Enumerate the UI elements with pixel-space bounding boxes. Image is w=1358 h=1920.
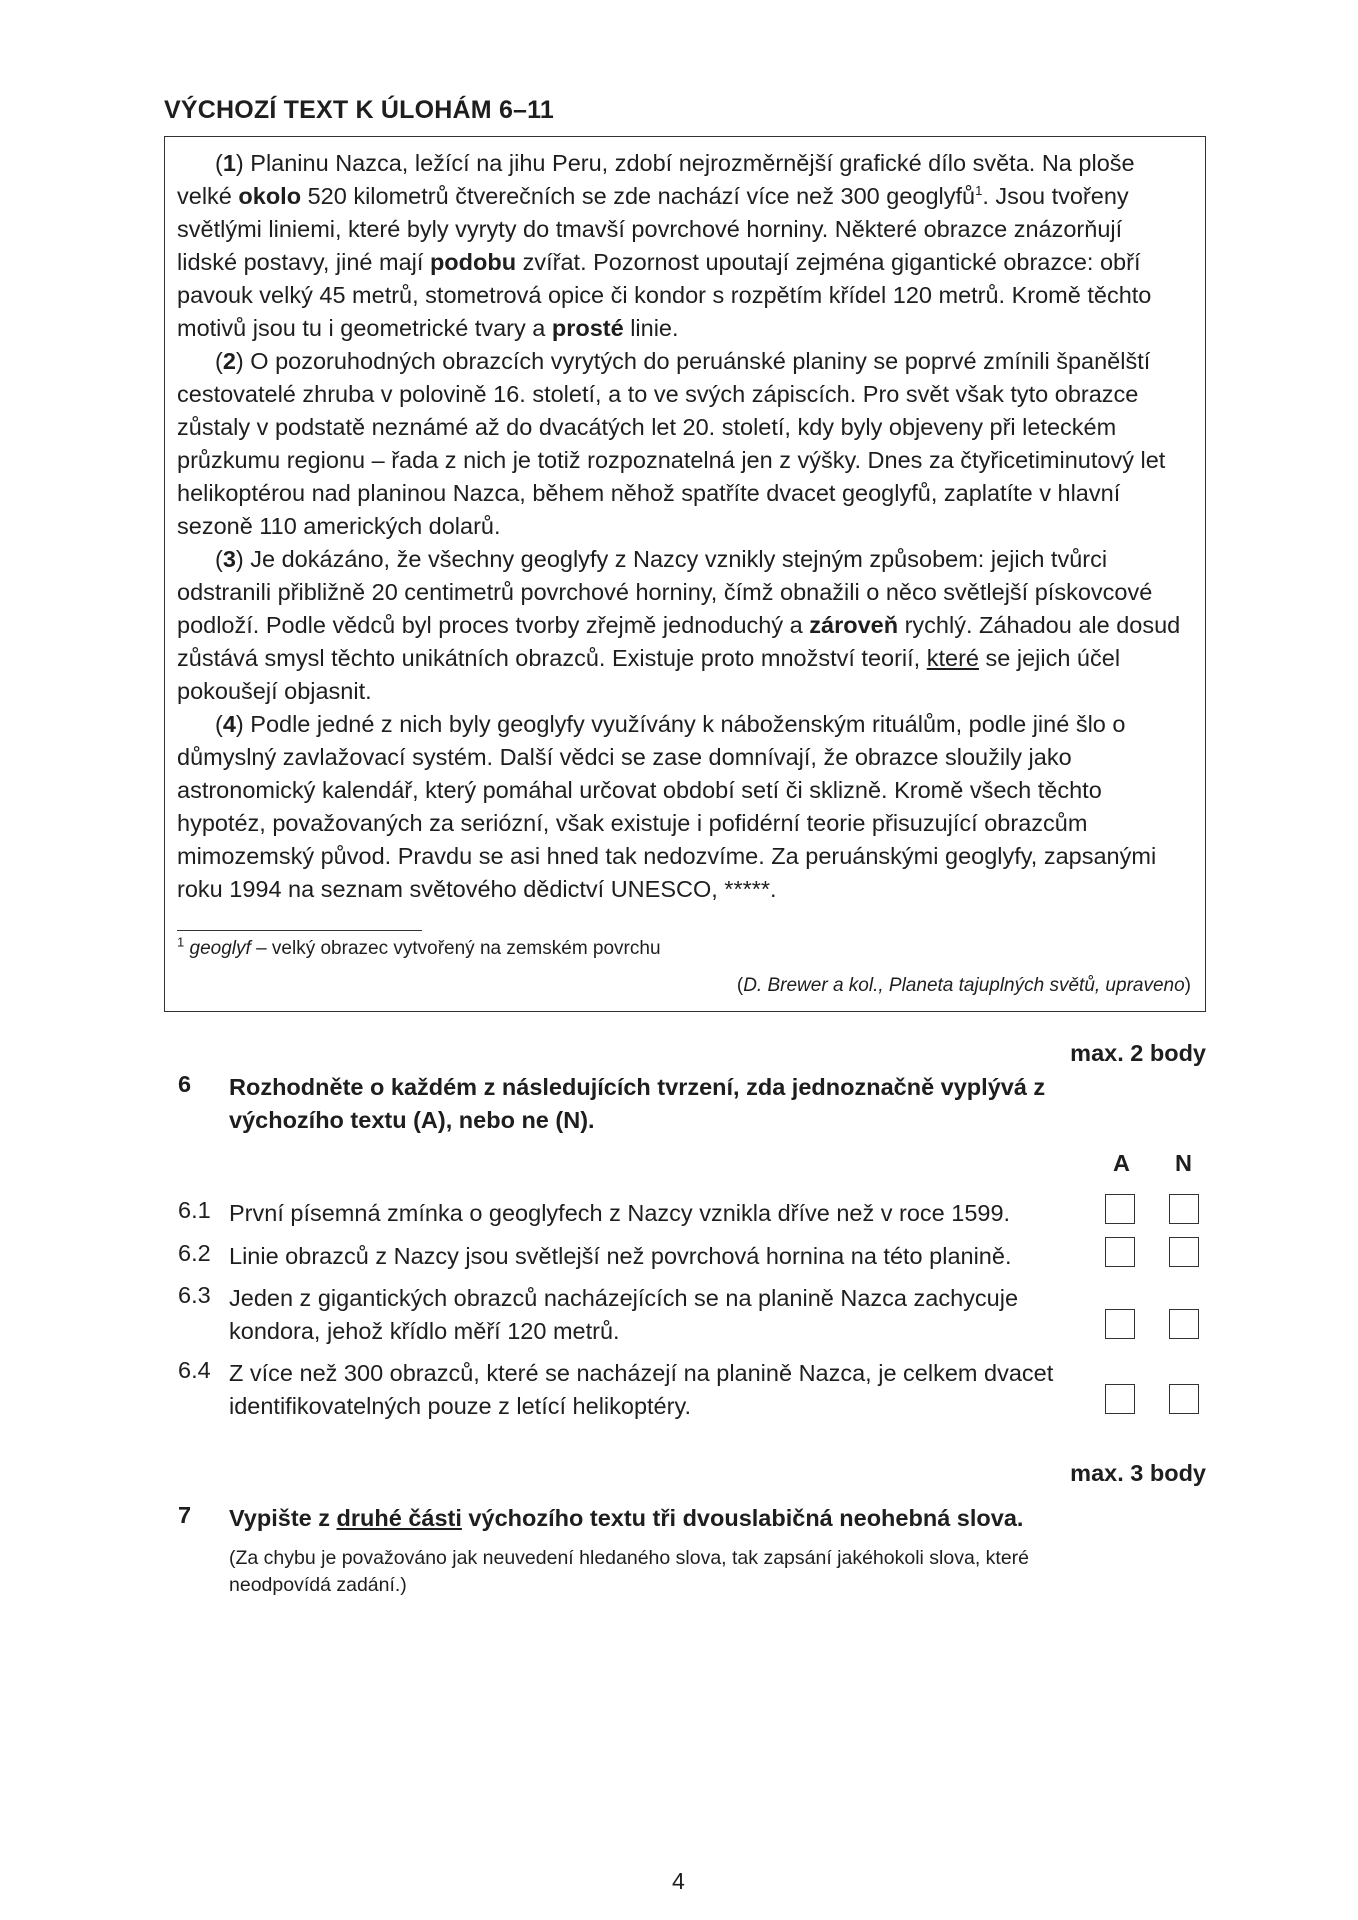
answer-n-checkbox[interactable] <box>1169 1384 1199 1414</box>
source-citation: (D. Brewer a kol., Planeta tajuplných světů, upraveno) <box>736 975 1191 996</box>
statement-text: Linie obrazců z Nazcy jsou světlejší než povrchová hornina na této planině. <box>229 1243 1012 1269</box>
q7-number: 7 <box>178 1502 192 1528</box>
footnote-divider <box>177 930 422 931</box>
answer-a-checkbox[interactable] <box>1105 1309 1135 1339</box>
answer-a-checkbox[interactable] <box>1105 1384 1135 1414</box>
paragraph-4: (4) Podle jedné z nich byly geoglyfy využívány k náboženským rituálům, podle jiné šlo o důmyslný zavlažovací systém. Další vědci se zase domnívají, že obrazce sloužily jako astronomický kalendář, který pomáhal určovat období setí či sklizně. Kromě všech těchto hypotéz, považovaných za seriózní, však existuje i pofidérní teorie přisuzující obrazcům mimozemský původ. Pravdu se asi hned tak nedozvíme. Za peruánskými geoglyfy, zapsanými roku 1994 na seznam světového dědictví UNESCO, *****. <box>177 711 1157 902</box>
answer-a-checkbox[interactable] <box>1105 1194 1135 1224</box>
column-a-header: A <box>1113 1150 1130 1176</box>
statement-number: 6.2 <box>178 1240 211 1266</box>
footnote-ref: 1 <box>975 183 983 199</box>
page-number: 4 <box>672 1868 685 1894</box>
answer-n-checkbox[interactable] <box>1169 1309 1199 1339</box>
answer-n-checkbox[interactable] <box>1169 1237 1199 1267</box>
section-heading: VÝCHOZÍ TEXT K ÚLOHÁM 6–11 <box>164 96 554 124</box>
q6-points: max. 2 body <box>1070 1040 1206 1066</box>
statement-text: Jeden z gigantických obrazců nacházejících se na planině Nazca zachycuje kondora, jehož křídlo měří 120 metrů. <box>229 1285 1019 1344</box>
answer-a-checkbox[interactable] <box>1105 1237 1135 1267</box>
statement-number: 6.4 <box>178 1357 211 1383</box>
q7-note: (Za chybu je považováno jak neuvedení hledaného slova, tak zapsání jakéhokoli slova, které neodpovídá zadání.) <box>229 1547 1030 1596</box>
paragraph-2: (2) O pozoruhodných obrazcích vyrytých do peruánské planiny se poprvé zmínili španělští cestovatelé zhruba v polovině 16. století, a to ve svých zápiscích. Pro svět však tyto obrazce zůstaly v podstatě neznámé až do dvacátých let 20. století, kdy byly objeveny při leteckém průzkumu regionu – řada z nich je totiž rozpoznatelná jen z výšky. Dnes za čtyřicetiminutový let helikoptérou nad planinou Nazca, během něhož spatříte dvacet geoglyfů, zaplatíte v hlavní sezoně 110 amerických dolarů. <box>177 348 1166 539</box>
statement-number: 6.3 <box>178 1282 211 1308</box>
paragraph-3: (3) Je dokázáno, že všechny geoglyfy z Nazcy vznikly stejným způsobem: jejich tvůrci odstranili přibližně 20 centimetrů povrchové horniny, čímž obnažili o něco světlejší pískovcové podloží. Podle vědců byl proces tvorby zřejmě jednoduchý a zároveň rychlý. Záhadou ale dosud zůstává smysl těchto unikátních obrazců. Existuje proto množství teorií, které se jejich účel pokoušejí objasnit. <box>177 546 1181 704</box>
source-text-box <box>164 136 1206 1012</box>
statement-number: 6.1 <box>178 1197 211 1223</box>
q6-number: 6 <box>178 1071 192 1097</box>
paragraph-1: (1) Planinu Nazca, ležící na jihu Peru, zdobí nejrozměrnější grafické dílo světa. Na ploše velké okolo 520 kilometrů čtverečních se zde nachází více než 300 geoglyfů$^1$. Jsou tvořeny světlými liniemi, které byly vyryty do tmavší povrchové horniny. Některé obrazce znázorňují lidské postavy, jiné mají podobu zvířat. Pozornost upoutají zejména gigantické obrazce: obří pavouk velký 45 metrů, stometrová opice či kondor s rozpětím křídel 120 metrů. Kromě těchto motivů jsou tu i geometrické tvary a prosté linie. <box>177 150 1152 341</box>
statement-text: Z více než 300 obrazců, které se nacházejí na planině Nazca, je celkem dvacet identifikovatelných pouze z letící helikoptéry. <box>229 1360 1054 1419</box>
answer-n-checkbox[interactable] <box>1169 1194 1199 1224</box>
column-n-header: N <box>1175 1150 1192 1176</box>
statement-text: První písemná zmínka o geoglyfech z Nazcy vznikla dříve než v roce 1599. <box>229 1200 1011 1226</box>
footnote: $^1$ geoglyf – velký obrazec vytvořený na zemském povrchu <box>177 934 661 959</box>
q7-points: max. 3 body <box>1070 1460 1206 1486</box>
q7-prompt: Vypište z druhé části výchozího textu tři dvouslabičná neohebná slova. <box>229 1505 1024 1531</box>
q6-prompt: Rozhodněte o každém z následujících tvrzení, zda jednoznačně vyplývá z výchozího textu (A), nebo ne (N). <box>229 1074 1046 1133</box>
